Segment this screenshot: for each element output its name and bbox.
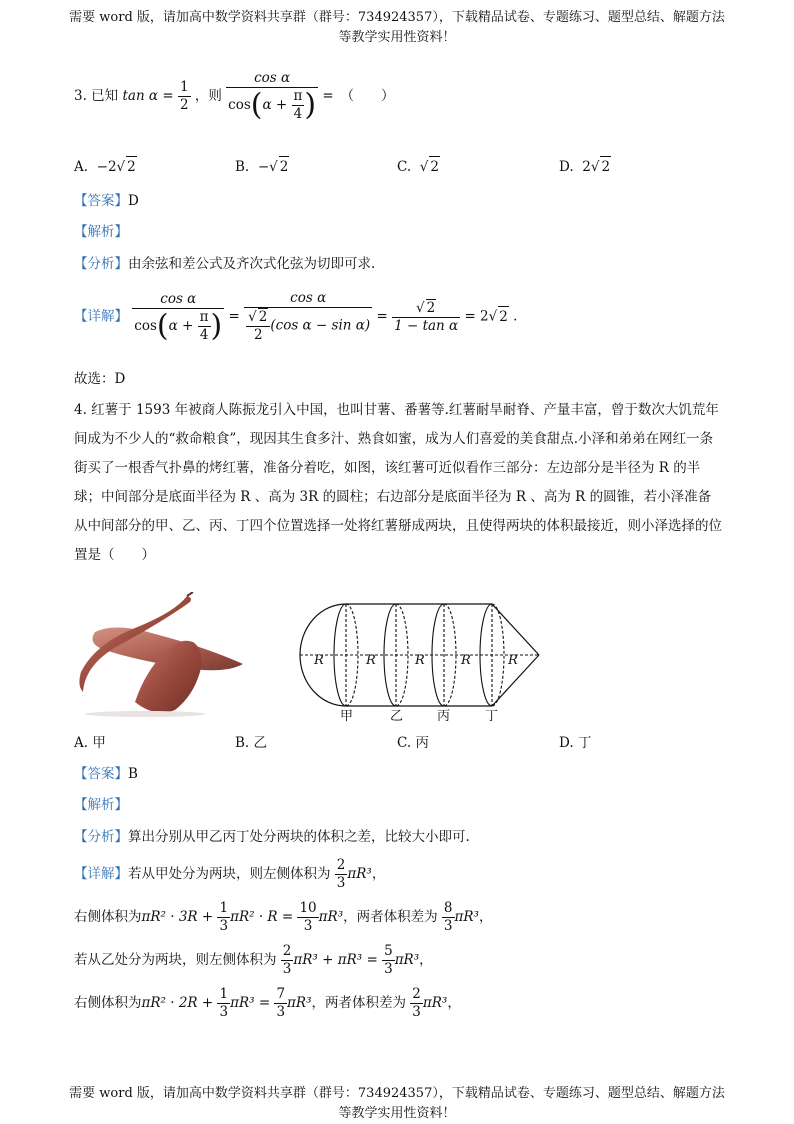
frac-2-3-c: $\frac{2}{3}$ (412, 986, 421, 1020)
q3-option-c: C. √ 2 (397, 156, 440, 177)
pi-r3-a: πR³ (347, 866, 372, 882)
q4-option-c (397, 733, 429, 753)
q3-answer-value: D (128, 193, 139, 209)
frac-2-3-b: $\frac{2}{3}$ (282, 943, 292, 977)
position-bing: 丙 (437, 709, 451, 723)
q3-detail-two: 2 (253, 327, 263, 343)
q4-option-a (74, 733, 106, 753)
q3-four: 4 (293, 106, 303, 122)
q3-detail-tag: 【详解】 (74, 308, 128, 325)
q4-answer-value: B (128, 766, 138, 782)
page-footer (0, 1084, 794, 1124)
q3-option-d-rad: 2 (600, 156, 611, 177)
q4-detail-l2a: 右侧体积为 (74, 909, 142, 925)
cone-top-edge (492, 604, 539, 655)
q3-detail-frac2 (244, 290, 372, 344)
q3-blank: = （ ） (322, 88, 395, 104)
q3-half-den: 2 (179, 97, 189, 113)
q3-detail: 【详解】 cos α cos(α + $\frac{\pi}{4}$ ) = cos α $\frac{√ 2}{2}$ (cos α − sin α) = $\frac{√ 2}{\text{1 − tan α}}$ = 2√ 2 . (74, 290, 518, 343)
q4-detail-line-2: 右侧体积为πR² · 3R + $\frac{1}{3}$ πR² · R = $\frac{10}{3}$ πR³，两者体积差为 $\frac{8}{3}$ πR³， (74, 900, 493, 934)
q4-detail-l2b: ，两者体积差为 (343, 909, 438, 925)
q3-detail-frac3 (392, 299, 460, 335)
q4-option-c-text: 丙 (415, 735, 429, 751)
q3-fenxi (74, 254, 375, 274)
q4-detail-tag: 【详解】 (74, 866, 128, 882)
frac-1-3-a: $\frac{1}{3}$ (219, 900, 229, 934)
frac-10-3: $\frac{10}{3}$ (299, 900, 317, 934)
pi-r3-e: πR³ (287, 995, 312, 1011)
q3-detail-frac2-num: cos α (244, 290, 372, 308)
q3-detail-frac3-num: √ 2 (392, 299, 460, 318)
q3-option-d-pre: 2 (582, 159, 591, 175)
header-line-2: 等教学实用性资料！ (338, 30, 456, 45)
q3-frac-den: cos(α + $\frac{\pi}{4}$ ) (228, 87, 317, 123)
position-ding: 丁 (485, 709, 499, 723)
q3-option-a-pre: −2 (96, 159, 117, 175)
q4-stem: 4. 红薯于 1593 年被商人陈振龙引入中国，也叫甘薯、番薯等.红薯耐旱耐脊、产量丰富，曾于数次大饥荒年间成为不少人的“救命粮食”，现因其生食多汁、熟食如蜜，成为人们喜爱的美食甜点.小泽和弟弟在网红一条街买了一根香气扑鼻的烤红薯，准备分着吃，如图，该红薯可近似看作三部分：左边部分是半径为 R 的半球；中间部分是底面半径为 R 、高为 3R 的圆柱；右边部分是底面半径为 R 、高为 R 的圆锥，若小泽准备从中间部分的甲、乙、丙、丁四个位置选择一处将红薯掰成两块，且使得两块的体积最接近，则小泽选择的位置是（ ） (74, 402, 722, 563)
q3-answer (74, 191, 139, 211)
q4-fenxi-text: 算出分别从甲乙丙丁处分两块的体积之差，比较大小即可. (128, 829, 470, 845)
q3-analysis-tag: 【解析】 (74, 224, 128, 240)
q3-half-num: 1 (179, 79, 189, 95)
q3-detail-root2: √ 2 (246, 308, 270, 327)
q3-pi-quarter (292, 88, 305, 123)
q3-detail-frac2-den (244, 308, 372, 344)
q3-detail-root2-half (246, 308, 270, 344)
diagram-r-2: R (366, 653, 376, 668)
position-yi: 乙 (390, 709, 404, 723)
q3-option-d-label: D. (559, 159, 574, 175)
q4-answer-tag: 【答案】 (74, 766, 128, 782)
frac-8-3: $\frac{8}{3}$ (443, 900, 453, 934)
q4-detail-line-1: 【详解】若从甲处分为两块，则左侧体积为 $\frac{2}{3}$ πR³， (74, 857, 386, 891)
diagram-r-4: R (461, 653, 471, 668)
q4-option-d-label: D. (559, 735, 574, 751)
q3-detail-frac1 (132, 291, 224, 344)
q3-detail-frac1-num: cos α (132, 291, 224, 309)
q4-l2-expr-2: πR² · R = (230, 909, 294, 925)
q3-option-b-label: B. (235, 159, 250, 175)
pi-r3-b: πR³ (318, 909, 344, 925)
q3-stem (74, 70, 394, 123)
q4-option-b-label: B. (235, 735, 250, 751)
q3-answer-tag: 【答案】 (74, 193, 128, 209)
q4-fenxi-tag: 【分析】 (74, 829, 128, 845)
q3-detail-alpha-plus: α + (168, 317, 194, 334)
q3-detail-result-rad: 2 (498, 306, 509, 327)
q3-fraction (226, 70, 318, 123)
q4-answer (74, 764, 138, 784)
footer-line-1: 需要 word 版，请加高中数学资料共享群（群号：734924357），下载精品试卷、专题练习、题型总结、解题方法 (69, 1086, 725, 1101)
q3-detail-frac1-den: cos(α + $\frac{\pi}{4}$ ) (134, 308, 223, 343)
q3-detail-pi: π (199, 308, 209, 325)
q4-detail-l1: 若从甲处分为两块，则左侧体积为 (128, 866, 331, 882)
q3-detail-root2-rad: 2 (258, 309, 268, 325)
q3-detail-cos-minus-sin: (cos α − sin α) (270, 317, 371, 334)
q3-frac-num: cos α (226, 70, 318, 88)
q4-option-b-text: 乙 (253, 735, 268, 751)
pi-r3-f: πR³ (422, 995, 448, 1011)
q4-option-c-label: C. (397, 735, 412, 751)
q3-option-b: B. −√ 2 (235, 156, 289, 177)
q3-alpha-plus: α + (262, 97, 288, 113)
q3-conclusion: 故选：D (74, 371, 126, 387)
q4-detail-l4a: 右侧体积为 (74, 995, 142, 1011)
q4-option-d (559, 733, 591, 753)
q4-option-b (235, 733, 267, 753)
q4-detail-line-3: 若从乙处分为两块，则左侧体积为 $\frac{2}{3}$ πR³ + πR³ = $\frac{5}{3}$ πR³， (74, 943, 433, 977)
q4-option-d-text: 丁 (577, 735, 592, 751)
q4-option-a-text: 甲 (92, 735, 106, 751)
q3-option-b-pre: − (257, 159, 270, 175)
q4-analysis-tag: 【解析】 (74, 797, 128, 813)
q3-detail-four: 4 (199, 326, 209, 343)
q3-half (178, 79, 191, 114)
q3-option-c-label: C. (397, 159, 412, 175)
q4-fenxi (74, 827, 470, 847)
frac-2-3-a: $\frac{2}{3}$ (336, 857, 346, 891)
q4-l4-expr-2: πR³ = (230, 995, 271, 1011)
frac-1-3-b: $\frac{1}{3}$ (219, 986, 229, 1020)
q4-detail-l4b: ，两者体积差为 (311, 995, 406, 1011)
q3-option-c-rad: 2 (429, 156, 440, 177)
position-jia: 甲 (340, 709, 354, 723)
q4-l3-expr: πR³ + πR³ = (293, 952, 378, 968)
q3-tan: tan α = (122, 88, 174, 104)
sweet-potato-image (75, 592, 250, 717)
q3-option-a-rad: 2 (126, 156, 137, 177)
q3-option-a-label: A. (74, 159, 89, 175)
footer-line-2: 等教学实用性资料！ (338, 1106, 456, 1121)
diagram-r-3: R (415, 653, 425, 668)
q3-option-a: A. −2√ 2 (74, 156, 137, 177)
frac-5-3: $\frac{5}{3}$ (384, 943, 393, 977)
q3-fenxi-text: 由余弦和差公式及齐次式化弦为切即可求. (128, 256, 376, 272)
frac-7-3: $\frac{7}{3}$ (276, 986, 286, 1020)
pi-r3-c: πR³ (454, 909, 479, 925)
diagram-r-1: R (314, 653, 324, 668)
q3-option-b-rad: 2 (279, 156, 290, 177)
page-header (0, 8, 794, 48)
q3-detail-result: = 2 (464, 308, 489, 325)
q4-l2-expr-1: πR² · 3R + (141, 909, 214, 925)
potato-shadow (85, 711, 205, 717)
header-line-1: 需要 word 版，请加高中数学资料共享群（群号：734924357），下载精品试卷、专题练习、题型总结、解题方法 (69, 10, 725, 25)
q3-detail-pi-quarter (198, 309, 211, 344)
q3-detail-frac3-den: 1 − tan α (394, 318, 459, 334)
q4-detail-l3: 若从乙处分为两块，则左侧体积为 (74, 952, 277, 968)
q3-then: ，则 (194, 88, 222, 104)
q4-option-a-label: A. (74, 735, 89, 751)
q3-option-d: D. 2√ 2 (559, 156, 611, 177)
q3-prefix: 3. 已知 (74, 88, 119, 104)
q3-detail-frac3-rad: 2 (426, 300, 436, 316)
q3-detail-cos: cos (134, 317, 157, 334)
q3-cos: cos (228, 97, 251, 113)
q3-fenxi-tag: 【分析】 (74, 256, 128, 272)
diagram-r-5: R (508, 653, 518, 668)
q3-pi: π (293, 88, 303, 104)
pi-r3-d: πR³ (394, 952, 420, 968)
potato-model-diagram (296, 598, 546, 723)
q4-detail-line-4: 右侧体积为πR² · 2R + $\frac{1}{3}$ πR³ = $\frac{7}{3}$ πR³，两者体积差为 $\frac{2}{3}$ πR³， (74, 986, 461, 1020)
q4-l4-expr-1: πR² · 2R + (141, 995, 214, 1011)
